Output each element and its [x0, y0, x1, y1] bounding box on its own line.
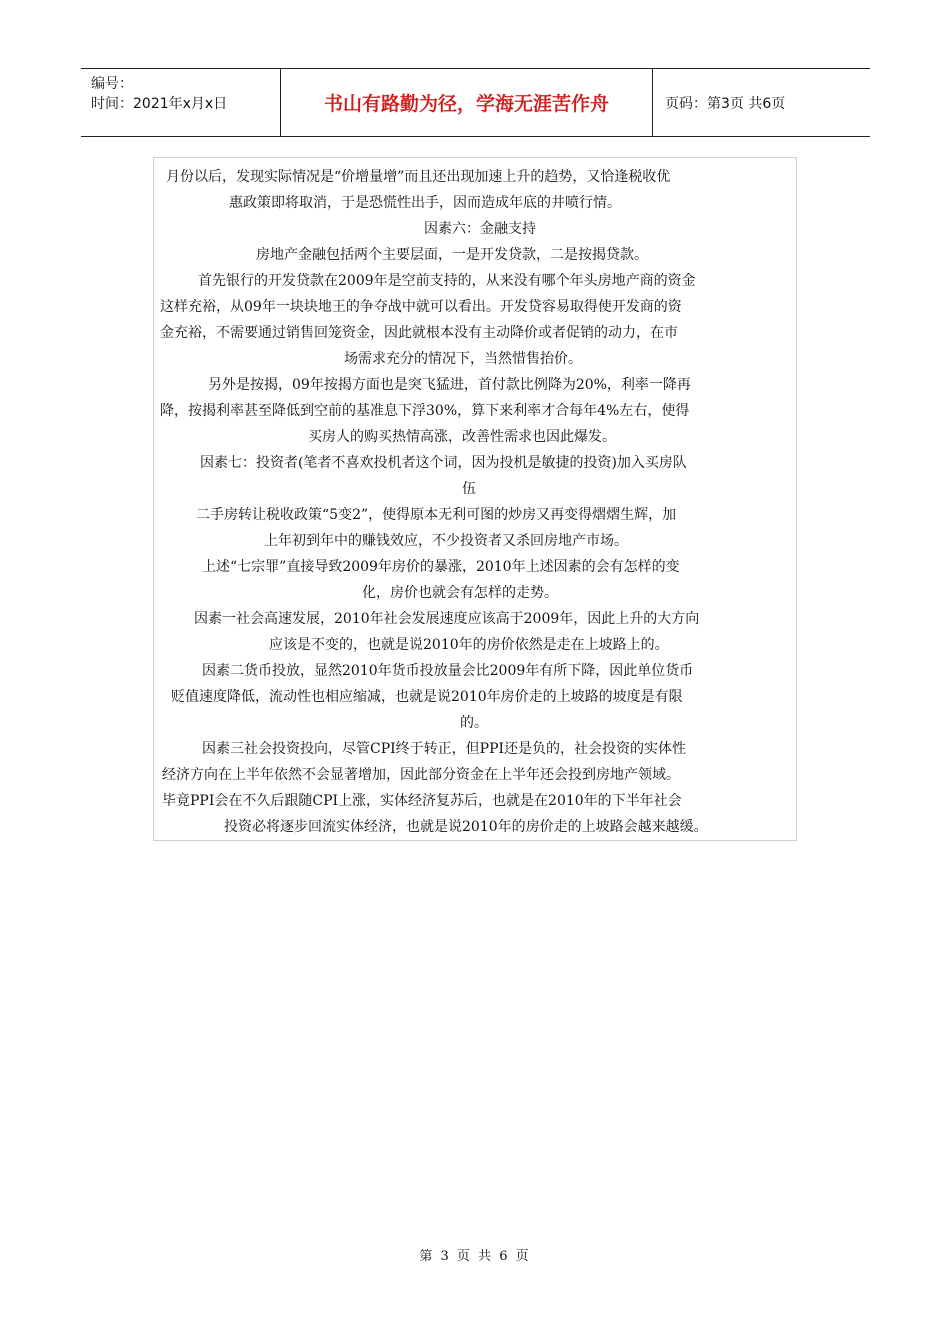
text-line: 上述“七宗罪”直接导致2009年房价的暴涨，2010年上述因素的会有怎样的变 [202, 559, 680, 575]
date-line: 时间：2021年x月x日 [91, 96, 228, 112]
text-line: 惠政策即将取消，于是恐慌性出手，因而造成年底的井喷行情。 [229, 195, 621, 211]
text-line: 化，房价也就会有怎样的走势。 [362, 585, 558, 601]
text-line: 的。 [460, 715, 488, 731]
text-line: 首先银行的开发贷款在2009年是空前支持的，从来没有哪个年头房地产商的资金 [198, 273, 696, 289]
number-label: 编号： [91, 76, 133, 92]
text-line: 买房人的购买热情高涨，改善性需求也因此爆发。 [308, 429, 616, 445]
page-footer: 第 3 页 共 6 页 [419, 1249, 531, 1264]
page-info: 页码：第3页 共6页 [665, 95, 786, 112]
header-meta-cell [81, 69, 281, 136]
text-line: 因素三社会投资投向，尽管CPI终于转正，但PPI还是负的，社会投资的实体性 [202, 741, 687, 757]
section-heading: 伍 [462, 481, 476, 497]
text-line: 贬值速度降低，流动性也相应缩减，也就是说2010年房价走的上坡路的坡度是有限 [171, 689, 683, 705]
text-line: 另外是按揭，09年按揭方面也是突飞猛进，首付款比例降为20%，利率一降再 [208, 377, 691, 393]
text-line: 上年初到年中的赚钱效应，不少投资者又杀回房地产市场。 [264, 533, 628, 549]
text-line: 场需求充分的情况下，当然惜售抬价。 [344, 351, 582, 367]
content-box [153, 157, 797, 841]
text-line: 毕竟PPI会在不久后跟随CPI上涨，实体经济复苏后，也就是在2010年的下半年社会 [162, 793, 682, 809]
document-header [81, 68, 870, 137]
text-line: 金充裕，不需要通过销售回笼资金，因此就根本没有主动降价或者促销的动力，在市 [160, 325, 678, 341]
text-line: 经济方向在上半年依然不会显著增加，因此部分资金在上半年还会投到房地产领域。 [162, 767, 680, 783]
text-line: 这样充裕，从09年一块块地王的争夺战中就可以看出。开发贷容易取得使开发商的资 [160, 299, 682, 315]
text-line: 投资必将逐步回流实体经济，也就是说2010年的房价走的上坡路会越来越缓。 [224, 819, 708, 835]
motto: 书山有路勤为径，学海无涯苦作舟 [281, 69, 653, 136]
text-line: 月份以后，发现实际情况是“价增量增”而且还出现加速上升的趋势，又恰逢税收优 [166, 169, 671, 185]
section-heading: 因素六：金融支持 [424, 221, 536, 237]
text-line: 因素一社会高速发展，2010年社会发展速度应该高于2009年，因此上升的大方向 [194, 611, 700, 627]
text-line: 降，按揭利率甚至降低到空前的基准息下浮30%，算下来利率才合每年4%左右，使得 [160, 403, 690, 419]
text-line: 二手房转让税收政策“5变2”，使得原本无利可图的炒房又再变得熠熠生辉，加 [196, 507, 677, 523]
text-line: 房地产金融包括两个主要层面，一是开发贷款，二是按揭贷款。 [256, 247, 648, 263]
text-line: 因素二货币投放，显然2010年货币投放量会比2009年有所下降，因此单位货币 [202, 663, 694, 679]
section-heading: 因素七：投资者(笔者不喜欢投机者这个词，因为投机是敏捷的投资)加入买房队 [200, 455, 687, 471]
text-line: 应该是不变的，也就是说2010年的房价依然是走在上坡路上的。 [269, 637, 669, 653]
